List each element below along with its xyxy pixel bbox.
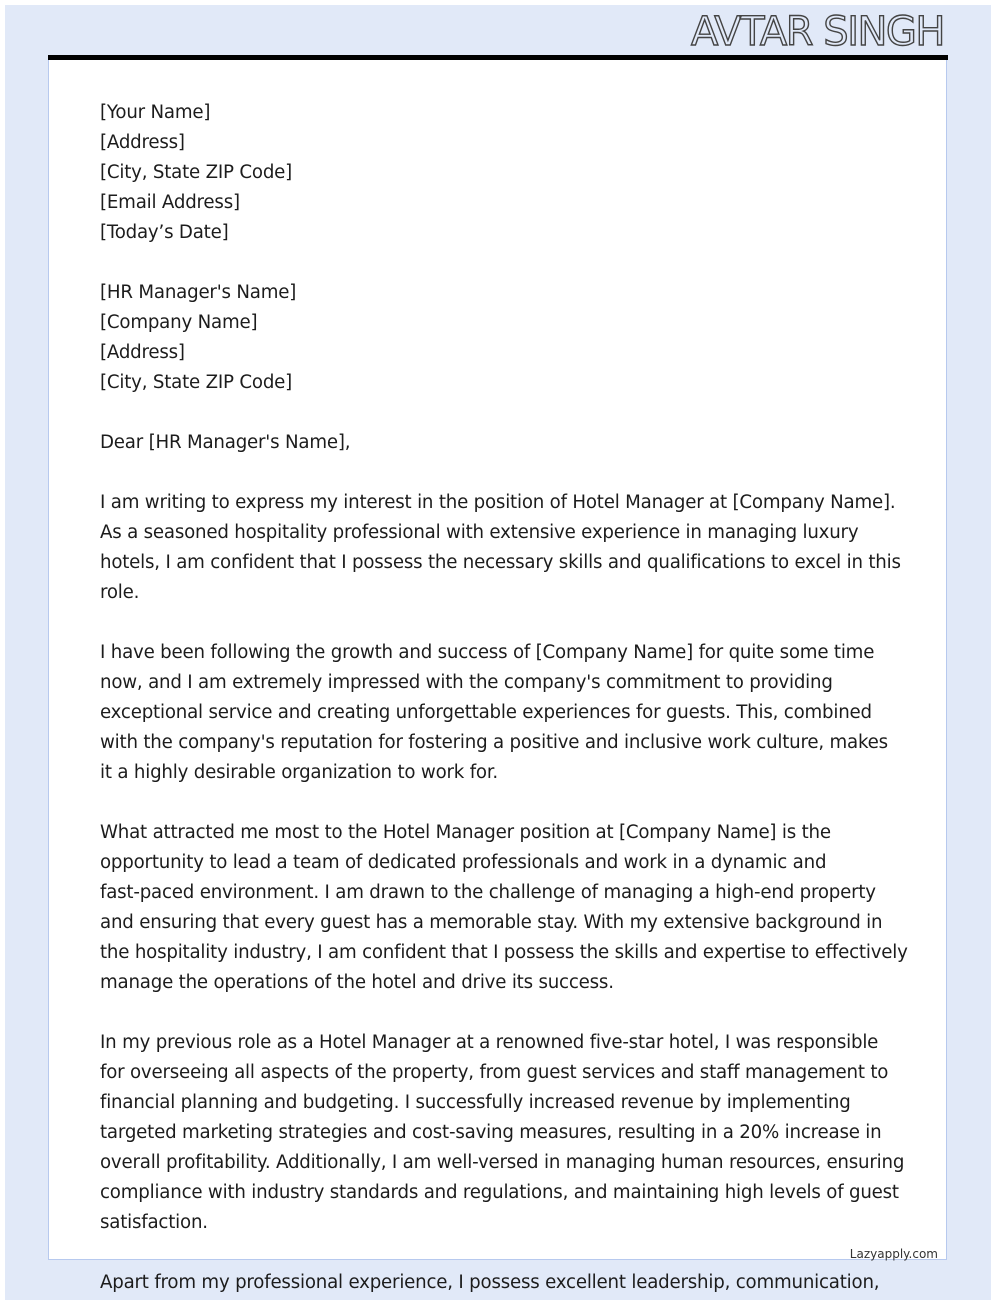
paragraph-line: financial planning and budgeting. I successfully increased revenue by implementing — [100, 1092, 851, 1113]
paragraph-line: for overseeing all aspects of the property, from guest services and staff management to — [100, 1062, 889, 1083]
paragraph-line: I have been following the growth and success of [Company Name] for quite some time — [100, 642, 875, 663]
paragraph-line: I am writing to express my interest in the position of Hotel Manager at [Company Name]. — [100, 492, 896, 513]
paragraph-line: What attracted me most to the Hotel Manager position at [Company Name] is the — [100, 822, 831, 843]
sender-name: [Your Name] — [100, 102, 211, 123]
cover-letter-body — [100, 98, 908, 1298]
paragraph-line: role. — [100, 582, 140, 603]
sender-email: [Email Address] — [100, 192, 240, 213]
paragraph-line: satisfaction. — [100, 1212, 208, 1233]
paragraph-line: it a highly desirable organization to work for. — [100, 762, 499, 783]
paragraph-line: exceptional service and creating unforgettable experiences for guests. This, combined — [100, 702, 872, 723]
letter-paragraph — [100, 638, 900, 788]
recipient-city-state-zip: [City, State ZIP Code] — [100, 372, 293, 393]
paragraph-line: fast-paced environment. I am drawn to the challenge of managing a high-end property — [100, 882, 876, 903]
sender-city-state-zip: [City, State ZIP Code] — [100, 162, 293, 183]
recipient-company: [Company Name] — [100, 312, 258, 333]
watermark: Lazyapply.com — [849, 1247, 938, 1261]
sender-block — [100, 98, 900, 248]
paragraph-line: As a seasoned hospitality professional with extensive experience in managing luxury — [100, 522, 859, 543]
sender-address: [Address] — [100, 132, 185, 153]
salutation: Dear [HR Manager's Name], — [100, 432, 351, 453]
paragraph-line: and ensuring that every guest has a memorable stay. With my extensive background in — [100, 912, 883, 933]
letter-paragraph — [100, 488, 900, 608]
letter-paragraph — [100, 818, 908, 998]
paragraph-line: opportunity to lead a team of dedicated professionals and work in a dynamic and — [100, 852, 827, 873]
paragraph-line: targeted marketing strategies and cost-saving measures, resulting in a 20% increase in — [100, 1122, 882, 1143]
paragraph-line: manage the operations of the hotel and drive its success. — [100, 972, 614, 993]
author-name-header: AVTAR SINGH — [690, 9, 944, 55]
paragraph-line: Apart from my professional experience, I possess excellent leadership, communication, — [100, 1272, 880, 1293]
letter-paragraph — [100, 1028, 905, 1238]
paragraph-line: the hospitality industry, I am confident that I possess the skills and expertise to effectively — [100, 942, 908, 963]
recipient-block — [100, 278, 900, 398]
recipient-name: [HR Manager's Name] — [100, 282, 297, 303]
letter-paragraph — [100, 1268, 900, 1298]
paragraph-line: In my previous role as a Hotel Manager at a renowned five-star hotel, I was responsible — [100, 1032, 879, 1053]
paragraph-line: compliance with industry standards and regulations, and maintaining high levels of guest — [100, 1182, 899, 1203]
letter-date: [Today’s Date] — [100, 222, 229, 243]
paragraph-line: overall profitability. Additionally, I am well-versed in managing human resources, ensuring — [100, 1152, 905, 1173]
paragraph-line: with the company's reputation for fostering a positive and inclusive work culture, makes — [100, 732, 888, 753]
letter-paragraphs — [100, 488, 908, 1298]
paragraph-line: now, and I am extremely impressed with the company's commitment to providing — [100, 672, 833, 693]
recipient-address: [Address] — [100, 342, 185, 363]
paragraph-line: hotels, I am confident that I possess the necessary skills and qualifications to excel in this — [100, 552, 901, 573]
